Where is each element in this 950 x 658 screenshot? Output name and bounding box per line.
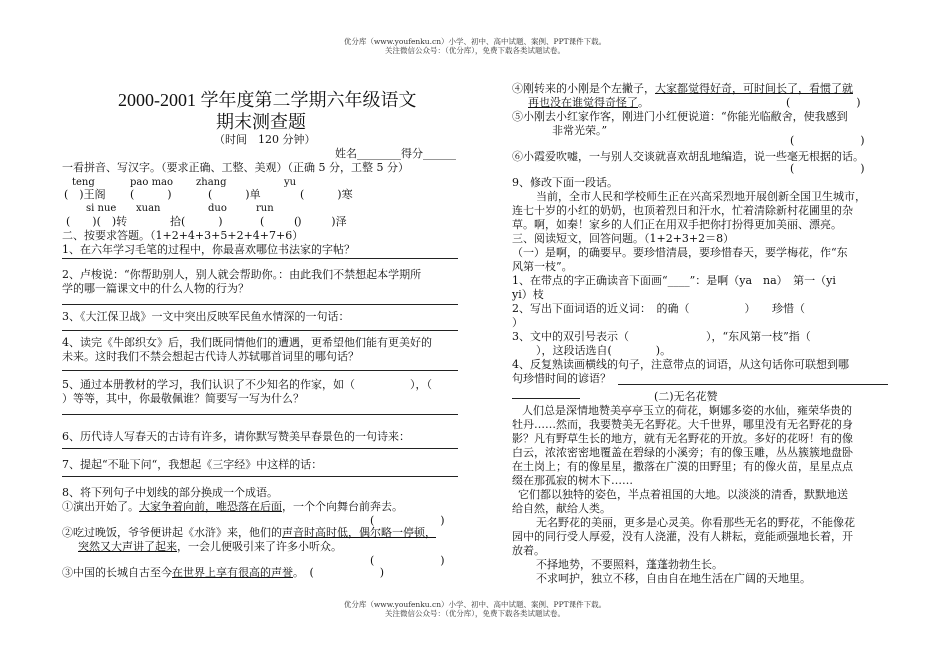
passage-2-line: 它们都以独特的姿色，半点着祖国的大地。以淡淡的清香，默默地送: [518, 488, 848, 501]
passage-2-line: 影？凡有野草生长的地方，就有无名野花的开放。多好的花呀！有的像: [512, 432, 853, 445]
pinyin-5: si nue: [86, 203, 117, 214]
char-box-4[interactable]: ( )寒: [300, 188, 353, 201]
passage-2-line: 牡丹……然而，我要赞美无名野花。大千世界，哪里没有无名野花的身: [512, 418, 853, 431]
question-9: 9、修改下面一段话。: [512, 176, 618, 189]
pinyin-1: teng: [72, 177, 95, 188]
exam-subtitle: 期末测查题: [216, 112, 306, 132]
question-8: 8、将下列句子中划线的部分换成一个成语。: [62, 486, 278, 499]
question-4a: 4、读完《牛郎织女》后，我们既同情他们的遭遇，更希望他们能有更美好的: [62, 336, 432, 349]
question-8-4b: 再也没在谁觉得奇怪了。: [528, 96, 649, 109]
question-8-2b: 突然又大声讲了起来，一会儿便吸引来了许多小听众。: [78, 540, 342, 553]
question-5a: 5、通过本册教材的学习，我们认识了不少知名的作家，如（ ），（: [62, 378, 432, 391]
header-line-2: 关注微信公众号：（优分库），免费下载各类试题试卷。: [385, 46, 565, 55]
answer-line[interactable]: [62, 476, 458, 477]
question-8-1: ①演出开始了。大家争着向前，唯恐落在后面，一个个向舞台前奔去。: [62, 500, 403, 513]
answer-line[interactable]: [62, 414, 458, 415]
section-3-heading: 三、阅读短文，回答问题。（1+2+3+2＝8）: [512, 232, 735, 245]
question-1: 1、在六年学习毛笔的过程中，你最喜欢哪位书法家的字帖？: [62, 243, 355, 256]
answer-line[interactable]: [618, 384, 888, 385]
pinyin-8: run: [256, 203, 274, 214]
reading-q4b: 句珍惜时间的谚语？: [512, 372, 611, 385]
answer-line[interactable]: [62, 330, 458, 331]
question-5b: ）等等，其中，你最敬佩谁？简要写一写为什么？: [62, 392, 304, 405]
char-box-5[interactable]: ( )( )转: [66, 215, 128, 228]
answer-paren[interactable]: ( ): [790, 162, 865, 175]
pinyin-6: xuan: [136, 203, 161, 214]
char-box-7[interactable]: ( ): [260, 215, 302, 228]
answer-paren[interactable]: ( ): [370, 514, 445, 527]
passage-2-line: 园中的同行受人厚爱，没有人浇灌，没有人耕耘，竟能顽强地长着，开: [512, 530, 853, 543]
question-9-text-2: 连七十岁的小红的奶奶，也顶着烈日和汗水，忙着清除新村花圃里的杂: [512, 204, 853, 217]
question-3: 3、《大江保卫战》一文中突出反映军民鱼水情深的一句话：: [62, 310, 350, 323]
passage-2-line: 人们总是深情地赞美亭亭玉立的荷花，婀娜多姿的水仙，雍荣华贵的: [522, 404, 852, 417]
question-2b: 学的哪一篇课文中的什么人物的行为？: [62, 282, 249, 295]
reading-q2b: ）: [512, 316, 523, 329]
char-box-1[interactable]: ( )王阁: [64, 188, 106, 201]
answer-paren[interactable]: ( ): [790, 134, 865, 147]
reading-q3b: ），这段话选自( )。: [536, 344, 672, 357]
char-box-6[interactable]: 拾( ): [170, 215, 223, 228]
reading-q3a: 3、文中的双引号表示（ ），“东风第一枝”指（: [512, 330, 811, 343]
passage-2-line: 无名野花的美丽，更多是心灵美。你看那些无名的野花，不能像花: [536, 516, 855, 529]
exam-title: 2000-2001 学年度第二学期六年级语文: [118, 90, 417, 110]
char-box-3[interactable]: ( )单: [208, 188, 261, 201]
answer-line[interactable]: [512, 398, 580, 399]
section-2-heading: 二、按要求答题。（1+2+4+3+5+2+4+7+6）: [62, 229, 304, 242]
name-score-line[interactable]: 姓名________得分______: [335, 147, 456, 160]
passage-2-title: (二)无名花赞: [654, 390, 718, 403]
question-8-6: ⑥小霞爱吹嘘，一与别人交谈就喜欢胡乱地编造，说一些毫无根据的话。: [512, 150, 864, 163]
question-8-2a: ②吃过晚饭，爷爷便讲起《水浒》来，他们的声音时高时低，偶尔略一停顿，: [62, 526, 436, 539]
passage-2-line: 白云，浓浓密密地覆盖在碧绿的小溪旁；有的像玉雕，丛丛簇簇地盘卧: [512, 446, 853, 459]
exam-time: （时间 120 分钟）: [214, 133, 316, 146]
question-7: 7、提起“不耻下问“，我想起《三字经》中这样的话：: [62, 458, 323, 471]
answer-line[interactable]: [62, 448, 458, 449]
question-9-text-3: 草。啊，如秦！家乡的人们正在用双手把你打扮得更加美丽、漂亮。: [512, 218, 842, 231]
footer-line-2: 关注微信公众号：（优分库），免费下载各类试题试卷。: [385, 609, 565, 618]
question-4b: 未来。这时我们不禁会想起古代诗人苏轼哪首词里的哪句话？: [62, 350, 359, 363]
answer-paren[interactable]: ( ): [370, 554, 445, 567]
answer-line[interactable]: [62, 258, 458, 259]
pinyin-2: pao mao: [130, 177, 174, 188]
reading-q1a: 1、在带点的字正确读音下面画“____”：是啊（ya na） 第一（yi: [512, 274, 836, 287]
question-9-text-1: 当前，全市人民和学校师生正在兴高采烈地开展创新全国卫生城市，: [536, 190, 866, 203]
question-8-5b: 非常光荣。”: [552, 124, 608, 137]
answer-line[interactable]: [62, 304, 458, 305]
reading-q2a: 2、写出下面词语的近义词： 的确（ ） 珍惜（: [512, 302, 805, 315]
char-box-8[interactable]: ( )泽: [294, 215, 347, 228]
char-box-2[interactable]: ( ): [130, 188, 172, 201]
passage-2-line: 缀在那孤寂的树木下……: [512, 474, 633, 487]
answer-paren[interactable]: ( ): [786, 96, 861, 109]
question-8-3: ③中国的长城自古至今在世界上享有很高的声誉。 ( ): [62, 566, 385, 579]
pinyin-4: yu: [284, 177, 297, 188]
passage-2-line: 给自然，献给人类。: [512, 502, 611, 515]
answer-line[interactable]: [62, 370, 458, 371]
passage-2-line: 不择地势，不要照料，蓬蓬勃勃生长。: [536, 558, 723, 571]
reading-q1b: yi）枝: [512, 288, 544, 301]
question-2a: 2、卢梭说：“你帮助别人，别人就会帮助你。：由此我们不禁想起本学期所: [62, 268, 422, 281]
question-8-4a: ④刚转来的小刚是个左撇子，大家都觉得好奇，可时间长了，看惯了就: [512, 82, 853, 95]
passage-1-b: 风第一枝”。: [512, 260, 573, 273]
pinyin-3: zhang: [196, 177, 227, 188]
question-8-5a: ⑤小刚去小红家作客，刚进门小红便说道：“你能光临敝舍，使我感到: [512, 110, 848, 123]
passage-2-line: 不求呵护，独立不移，自由自在地生活在广阔的天地里。: [536, 572, 811, 585]
pinyin-7: duo: [208, 203, 227, 214]
question-6: 6、历代诗人写春天的古诗有许多，请你默写赞美早春景色的一句诗来：: [62, 430, 410, 443]
reading-q4a: 4、反复熟读画横线的句子，注意带点的词语，从这句话你可联想到哪: [512, 358, 849, 371]
footer-line-1: 优分库（www.youfenku.cn）小学、初中、高中试题、案例、PPT课件下载。: [343, 600, 607, 609]
header-line-1: 优分库（www.youfenku.cn）小学、初中、高中试题、案例、PPT课件下载。: [343, 37, 607, 46]
passage-1-a: （一）是啊，的确要早。要珍惜清晨，要珍惜春天，要学梅花，作“东: [512, 246, 848, 259]
section-1-heading: 一看拼音、写汉字。（要求正确、工整、美观）（正确 5 分，工整 5 分）: [62, 161, 409, 174]
passage-2-line: 在土岗上；有的像星星，撒落在广漠的田野里；有的像火苗，星星点点: [512, 460, 853, 473]
passage-2-line: 放着。: [512, 544, 545, 557]
